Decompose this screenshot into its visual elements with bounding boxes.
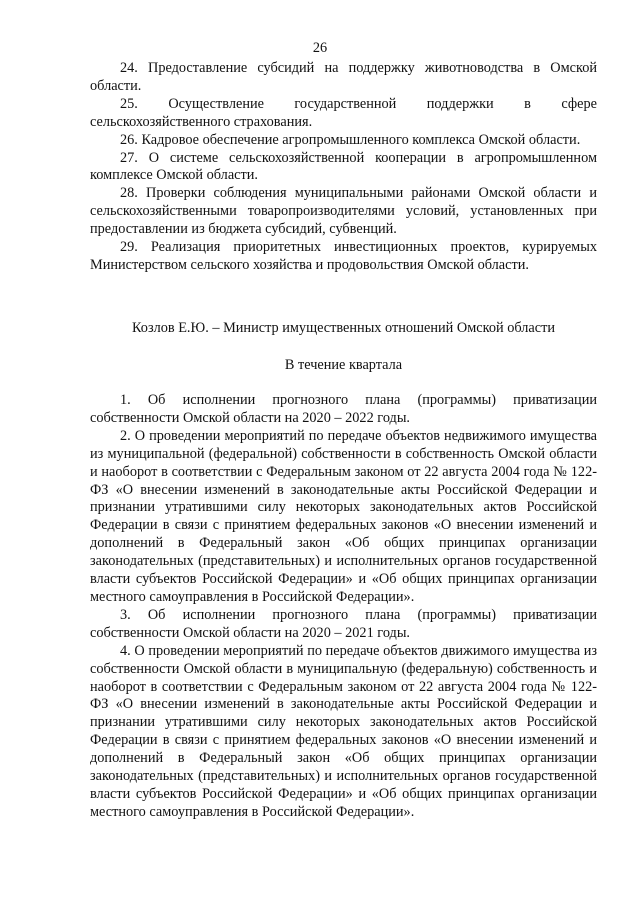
list-item: 4. О проведении мероприятий по передаче объектов движимого имущества из собственности Омской области в муниципальную (федеральную) собственность и наоборот в соответствии с Федеральным законом от 22 августа 2004 года № 122-ФЗ «О внесении изменений в законодательные акты Российской Федерации и признании утратившими силу некоторых законодательных актов Российской Федерации в связи с принятием федеральных законов «О внесении изменений и дополнений в Федеральный закон «Об общих принципах организации законодательных (представительных) и исполнительных органов государственной власти субъектов Российской Федерации» и «Об общих принципах организации местного самоуправления в Российской Федерации». <box>90 642 597 820</box>
official-heading-block <box>90 320 597 338</box>
agenda-list-bottom <box>90 392 597 822</box>
list-item: 29. Реализация приоритетных инвестиционных проектов, курируемых Министерством сельского хозяйства и продовольствия Омской области. <box>90 239 597 273</box>
list-item: 3. Об исполнении прогнозного плана (программы) приватизации собственности Омской области на 2020 – 2021 годы. <box>90 606 597 641</box>
page-number: 26 <box>312 40 328 56</box>
list-item: 1. Об исполнении прогнозного плана (программы) приватизации собственности Омской области на 2020 – 2022 годы. <box>90 392 597 426</box>
official-heading: Козлов Е.Ю. – Министр имущественных отношений Омской области <box>131 320 556 336</box>
agenda-list-top <box>90 60 597 275</box>
list-item: 28. Проверки соблюдения муниципальными районами Омской области и сельскохозяйственными товаропроизводителями условий, установленных при предоставлении из бюджета субсидий, субвенций. <box>90 185 597 238</box>
period-heading: В течение квартала <box>284 357 403 373</box>
list-item: 2. О проведении мероприятий по передаче объектов недвижимого имущества из муниципальной (федеральной) собственности в собственность Омской области и наоборот в соответствии с Федеральным законом от 22 августа 2004 года № 122-ФЗ «О внесении изменений в законодательные акты Российской Федерации и признании утратившими силу некоторых законодательных актов Российской Федерации в связи с принятием федеральных законов «О внесении изменений и дополнений в Федеральный закон «Об общих принципах организации законодательных (представительных) и исполнительных органов государственной власти субъектов Российской Федерации» и «Об общих принципах организации местного самоуправления в Российской Федерации». <box>90 427 597 605</box>
period-heading-block <box>90 357 597 375</box>
list-item: 25. Осуществление государственной поддержки в сфере сельскохозяйственного страхования. <box>90 95 597 130</box>
list-item: 27. О системе сельскохозяйственной кооперации в агропромышленном комплексе Омской области. <box>90 149 597 184</box>
list-item: 26. Кадровое обеспечение агропромышленного комплекса Омской области. <box>120 131 581 148</box>
list-item: 24. Предоставление субсидий на поддержку животноводства в Омской области. <box>90 60 597 94</box>
